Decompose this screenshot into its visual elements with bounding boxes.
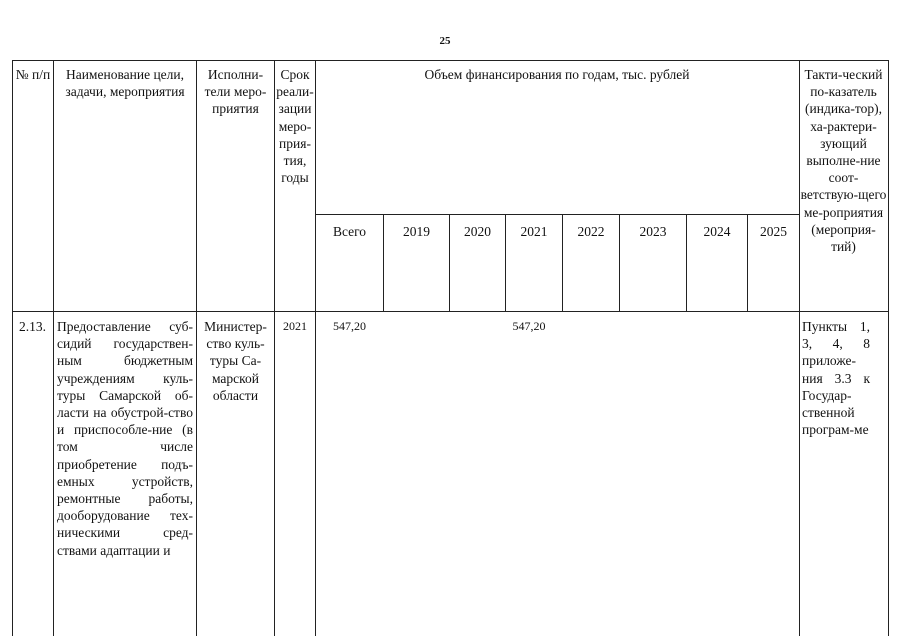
subheader-year: 2020 bbox=[464, 224, 491, 239]
row-name: Предоставление суб-сидий государствен-ным бюджетным учреждениям куль-туры Самарской об-ласти на обустрой-ство и приспособле-ние (в том числе приобретение подъ-емных устройств, ремонтные работы, дооборудование тех-ническими сред-ствами адаптации и bbox=[57, 319, 193, 558]
row-2021: 547,20 bbox=[512, 319, 546, 333]
row-num: 2.13. bbox=[19, 319, 46, 334]
table-top-border bbox=[12, 60, 889, 61]
subheader-total: Всего bbox=[332, 224, 367, 239]
row-total: 547,20 bbox=[333, 319, 366, 333]
subheader-year: 2024 bbox=[703, 224, 731, 239]
row-indicator: Пункты 1, 3, 4, 8 приложе-ния 3.3 к Государ-ственной програм-ме bbox=[802, 319, 870, 438]
header-funding: Объем финансирования по годам, тыс. рублей bbox=[424, 67, 690, 82]
subheader-year: 2022 bbox=[577, 224, 605, 239]
col-border bbox=[53, 60, 54, 636]
subheader-divider bbox=[315, 214, 799, 215]
subheader-year: 2019 bbox=[403, 224, 430, 239]
header-term: Срок реали-зации меро-прия-тия, годы bbox=[276, 67, 314, 186]
subheader-year: 2025 bbox=[760, 224, 787, 239]
header-num: № п/п bbox=[15, 67, 51, 82]
row-executor: Министер-ство куль-туры Са-марской области bbox=[204, 319, 267, 403]
header-executor: Исполни-тели меро-приятия bbox=[204, 67, 267, 117]
col-border bbox=[274, 60, 275, 636]
col-border bbox=[196, 60, 197, 636]
page-number: 25 bbox=[439, 35, 451, 47]
subheader-year: 2023 bbox=[639, 224, 667, 239]
subheader-year: 2021 bbox=[520, 224, 548, 239]
col-border bbox=[12, 60, 13, 636]
header-bottom-border bbox=[12, 311, 889, 312]
header-name: Наименование цели, задачи, мероприятия bbox=[65, 67, 185, 100]
col-border bbox=[888, 60, 889, 636]
header-indicator: Такти-ческий по-казатель (индика-тор), ха-рактери-зующий выполне-ние соот-ветствую-щего ме-роприятия (мероприя-тий) bbox=[800, 67, 887, 255]
col-border bbox=[315, 60, 316, 636]
row-term: 2021 bbox=[283, 319, 307, 333]
